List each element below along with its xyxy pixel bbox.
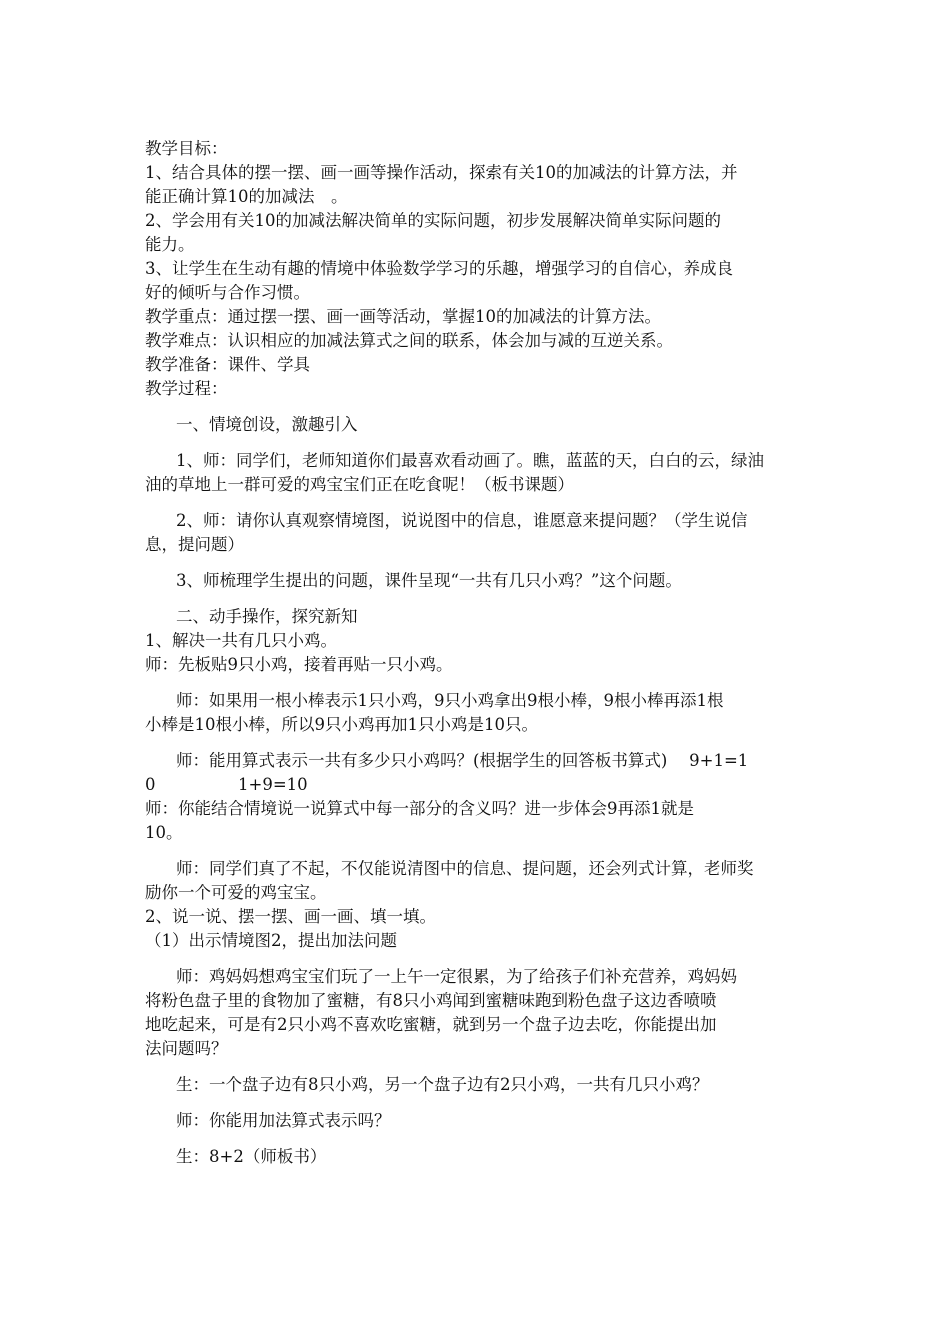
text-line: 师：鸡妈妈想鸡宝宝们玩了一上午一定很累，为了给孩子们补充营养，鸡妈妈	[176, 967, 737, 986]
text-line: 10。	[145, 823, 183, 842]
text-line: 3、让学生在生动有趣的情境中体验数学学习的乐趣，增强学习的自信心，养成良	[145, 259, 733, 278]
text-line: 地吃起来，可是有2只小鸡不喜欢吃蜜糖，就到另一个盘子边去吃，你能提出加	[145, 1015, 717, 1034]
text-line: 教学目标：	[145, 139, 228, 158]
text-line: 息，提问题）	[145, 535, 244, 554]
text-line: 师：你能用加法算式表示吗？	[176, 1111, 391, 1130]
text-line: 能力。	[145, 235, 195, 254]
text-line: 教学难点：认识相应的加减法算式之间的联系，体会加与减的互逆关系。	[145, 331, 673, 350]
text-line: 一、情境创设，激趣引入	[176, 415, 358, 434]
text-line: （1）出示情境图2，提出加法问题	[145, 931, 397, 950]
document-body	[145, 137, 810, 1169]
text-line: 师：能用算式表示一共有多少只小鸡吗？(根据学生的回答板书算式) 9+1=1	[176, 751, 749, 770]
text-line: 1、解决一共有几只小鸡。	[145, 631, 337, 650]
text-line: 师：先板贴9只小鸡，接着再贴一只小鸡。	[145, 655, 453, 674]
text-line: 油的草地上一群可爱的鸡宝宝们正在吃食呢！（板书课题）	[145, 475, 574, 494]
document-page	[145, 137, 810, 1169]
text-line: 教学重点：通过摆一摆、画一画等活动，掌握10的加减法的计算方法。	[145, 307, 661, 326]
text-line: 0 1+9=10	[145, 775, 308, 794]
text-line: 将粉色盘子里的食物加了蜜糖，有8只小鸡闻到蜜糖味跑到粉色盘子这边香喷喷	[145, 991, 717, 1010]
text-line: 能正确计算10的加减法 。	[145, 187, 348, 206]
text-line: 生：8+2（师板书）	[176, 1147, 327, 1166]
text-line: 二、动手操作，探究新知	[176, 607, 358, 626]
text-line: 2、师：请你认真观察情境图，说说图中的信息，谁愿意来提问题？（学生说信	[176, 511, 748, 530]
text-line: 师：如果用一根小棒表示1只小鸡，9只小鸡拿出9根小棒，9根小棒再添1根	[176, 691, 724, 710]
text-line: 生：一个盘子边有8只小鸡，另一个盘子边有2只小鸡，一共有几只小鸡？	[176, 1075, 709, 1094]
text-line: 1、结合具体的摆一摆、画一画等操作活动，探索有关10的加减法的计算方法，并	[145, 163, 738, 182]
text-line: 励你一个可爱的鸡宝宝。	[145, 883, 327, 902]
text-line: 2、学会用有关10的加减法解决简单的实际问题，初步发展解决简单实际问题的	[145, 211, 721, 230]
text-line: 教学过程：	[145, 379, 228, 398]
text-line: 小棒是10根小棒，所以9只小鸡再加1只小鸡是10只。	[145, 715, 538, 734]
text-line: 师：同学们真了不起，不仅能说清图中的信息、提问题，还会列式计算，老师奖	[176, 859, 754, 878]
text-line: 1、师：同学们，老师知道你们最喜欢看动画了。瞧，蓝蓝的天，白白的云，绿油	[176, 451, 764, 470]
text-line: 3、师梳理学生提出的问题，课件呈现“一共有几只小鸡？”这个问题。	[176, 571, 682, 590]
text-line: 师：你能结合情境说一说算式中每一部分的含义吗？进一步体会9再添1就是	[145, 799, 694, 818]
text-line: 教学准备：课件、学具	[145, 355, 310, 374]
text-line: 好的倾听与合作习惯。	[145, 283, 310, 302]
text-line: 法问题吗？	[145, 1039, 228, 1058]
text-line: 2、说一说、摆一摆、画一画、填一填。	[145, 907, 436, 926]
